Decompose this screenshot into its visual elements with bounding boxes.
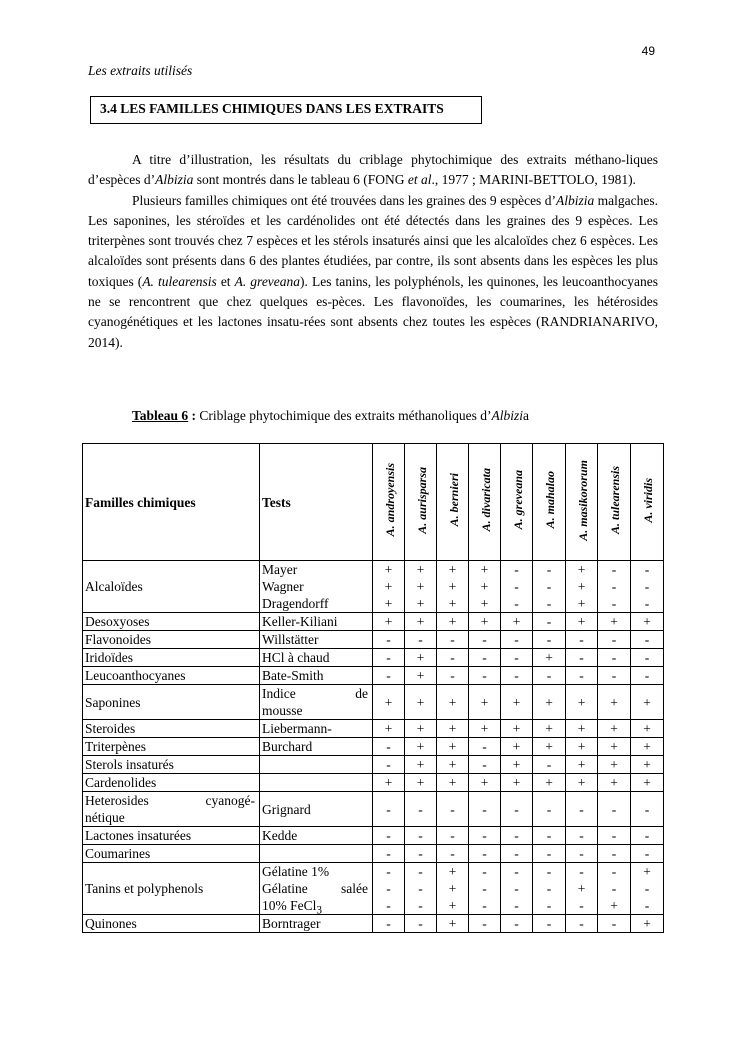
result-mark: + [448,579,457,594]
result-mark: - [386,898,391,913]
result-cell: - [566,915,598,933]
family-cell [83,792,260,827]
result-cell: - [566,631,598,649]
result-cell: + [631,915,664,933]
table-row [83,613,664,631]
result-cell [566,561,598,613]
result-mark: - [514,562,519,577]
caption-tail: a [522,408,529,423]
family-line: nétique [85,810,125,825]
family-word: cyanogé- [205,793,255,808]
family-cell: Sterols insaturés [83,756,260,774]
result-cell: - [469,649,501,667]
result-cell [469,561,501,613]
italic-run: Albizia [555,192,595,208]
result-cell: + [437,685,469,720]
header-species [373,444,405,561]
result-cell: + [501,685,533,720]
test-line: Gélatine 1% [262,864,330,879]
italic-run: A. greveana [234,273,301,289]
result-cell: + [598,685,631,720]
result-cell: + [469,613,501,631]
result-cell: + [566,756,598,774]
running-header: Les extraits utilisés [88,63,193,78]
result-cell: - [598,649,631,667]
result-cell: + [501,613,533,631]
test-word: 10% FeCl [262,898,317,913]
result-cell: + [405,667,437,685]
result-cell: + [598,613,631,631]
result-cell [469,863,501,915]
result-cell: - [533,631,566,649]
result-mark: - [579,898,584,913]
result-cell: - [469,667,501,685]
result-cell: - [373,631,405,649]
species-label: A. androyensis [383,463,397,537]
result-mark: - [546,562,552,577]
result-mark: - [611,881,617,896]
tests-cell: Kedde [260,827,373,845]
result-cell: + [566,774,598,792]
result-mark: - [546,881,552,896]
result-mark: - [418,864,423,879]
header-species [469,444,501,561]
result-mark: - [418,881,423,896]
caption-text: Criblage phytochimique des extraits méthanoliques d’ [199,408,492,423]
test-word: de [355,686,368,701]
family-cell: Flavonoides [83,631,260,649]
result-cell: - [437,845,469,863]
result-mark: - [418,898,423,913]
result-cell: - [533,792,566,827]
text-run: malgaches. Les saponines, les stéroïdes et les cardénolides ont été détectés dans les graines des 9 espèces. Les triterpènes sont trouvés chez 7 espèces et les stérols insaturés ainsi que les alcaloïdes chez 6 espèces. Les alcaloïdes sont présents dans 6 des plantes étudiées, par contre, ils sont absents dans les espèces les plus toxiques ( [88,192,658,289]
header-species [566,444,598,561]
caption-separator: : [188,408,200,423]
result-cell: + [631,613,664,631]
family-line [85,792,257,809]
result-cell [631,863,664,915]
family-cell: Saponines [83,685,260,720]
family-word: Heterosides [85,793,149,808]
result-mark: - [644,579,650,594]
result-cell [373,863,405,915]
result-cell [437,863,469,915]
tests-cell [260,863,373,915]
result-cell: + [566,613,598,631]
result-cell: - [598,631,631,649]
result-cell: + [437,720,469,738]
table-row [83,720,664,738]
result-mark: - [482,864,487,879]
result-cell: - [373,738,405,756]
result-cell: + [373,613,405,631]
section-title: 3.4 LES FAMILLES CHIMIQUES DANS LES EXTRAITS [90,96,482,124]
result-mark: - [579,864,584,879]
italic-run: A. tulearensis [142,273,217,289]
result-cell: - [373,915,405,933]
header-species [631,444,664,561]
result-mark: - [514,579,519,594]
tests-cell: Bate-Smith [260,667,373,685]
result-cell: + [501,738,533,756]
result-cell: + [631,720,664,738]
result-mark: + [577,881,586,896]
tests-cell: HCl à chaud [260,649,373,667]
result-mark: - [644,881,650,896]
result-mark: - [546,898,552,913]
result-cell: - [469,792,501,827]
text-run: A titre d’illustration, les résultats du criblage phytochimique des extraits méthano-liques d’espèces d’ [88,152,658,188]
result-mark: + [448,562,457,577]
result-cell: + [469,774,501,792]
result-cell: - [533,613,566,631]
result-mark: - [514,596,519,611]
result-cell: - [373,756,405,774]
result-mark: - [546,596,552,611]
table-row [83,738,664,756]
result-cell: + [501,756,533,774]
result-cell: + [405,720,437,738]
result-cell [631,561,664,613]
result-cell: + [533,720,566,738]
result-cell: + [598,720,631,738]
family-cell: Triterpènes [83,738,260,756]
result-cell: - [598,792,631,827]
text-run: ., 1977 ; MARINI-BETTOLO, 1981). [431,172,636,188]
italic-run: et al [407,172,432,188]
table-row [83,792,664,827]
result-mark: + [480,596,489,611]
result-cell: - [405,845,437,863]
test-word: salée [341,881,368,896]
result-cell: - [373,649,405,667]
test-line [262,880,370,897]
result-cell: - [469,738,501,756]
result-cell: + [373,774,405,792]
result-cell [373,561,405,613]
result-cell: - [533,827,566,845]
result-mark: + [448,898,457,913]
result-cell: - [598,667,631,685]
tests-cell: Grignard [260,792,373,827]
result-cell [533,561,566,613]
result-cell: + [566,720,598,738]
result-cell: + [598,774,631,792]
tests-cell [260,774,373,792]
test-line [262,897,370,917]
result-mark: - [514,864,519,879]
result-mark: + [384,579,393,594]
result-cell: + [598,738,631,756]
result-cell: + [566,738,598,756]
result-mark: + [416,562,425,577]
result-mark: + [610,898,618,913]
family-cell: Desoxyoses [83,613,260,631]
result-cell: + [437,774,469,792]
result-cell: + [437,756,469,774]
header-species [405,444,437,561]
tests-cell: Burchard [260,738,373,756]
result-cell: - [405,827,437,845]
result-cell [501,561,533,613]
result-cell: - [566,649,598,667]
result-cell: - [598,827,631,845]
test-word: Indice [262,686,296,701]
result-cell: + [437,738,469,756]
result-cell: - [631,792,664,827]
result-cell: - [533,756,566,774]
result-cell: + [501,720,533,738]
table-row [83,561,664,613]
result-cell: - [405,792,437,827]
family-cell: Steroides [83,720,260,738]
result-cell: + [533,649,566,667]
result-cell: + [533,685,566,720]
result-mark: - [546,864,552,879]
result-cell: - [373,792,405,827]
family-cell: Cardenolides [83,774,260,792]
result-mark: + [384,562,393,577]
result-cell: - [566,792,598,827]
result-cell [598,561,631,613]
result-cell: + [373,685,405,720]
result-cell: - [598,915,631,933]
result-cell: - [566,667,598,685]
table-row [83,774,664,792]
result-mark: + [577,579,586,594]
family-cell: Iridoïdes [83,649,260,667]
result-cell: - [631,631,664,649]
result-mark: - [482,881,487,896]
result-cell: - [501,827,533,845]
result-cell: - [469,845,501,863]
caption-label: Tableau 6 [132,408,189,423]
family-cell: Alcaloïdes [83,561,260,613]
result-cell: + [405,613,437,631]
result-cell: - [373,667,405,685]
result-cell: - [437,649,469,667]
table-row [83,685,664,720]
result-cell: + [373,720,405,738]
text-run: et [216,273,235,289]
result-cell: + [631,685,664,720]
tests-cell: Willstätter [260,631,373,649]
result-cell: - [501,792,533,827]
header-species [437,444,469,561]
table-row [83,845,664,863]
subscript: 3 [316,904,323,917]
result-cell [437,561,469,613]
test-line: Dragendorff [262,596,329,611]
family-cell: Quinones [83,915,260,933]
result-cell: - [501,915,533,933]
table-row [83,649,664,667]
result-cell: - [533,667,566,685]
text-run: ). Les tanins, les polyphénols, les quinones, les leucoanthocyanes ne se rencontrent que chez quelques es-pèces. Les flavonoïdes, les coumarines, les hétérosides cyanogénétiques et les lactones insatu-rées sont absents chez toutes les espèces (RANDRIANARIVO, 2014). [88,273,658,350]
result-cell: - [437,667,469,685]
result-mark: + [448,881,457,896]
result-cell [566,863,598,915]
result-mark: + [448,864,457,879]
result-cell: + [631,774,664,792]
result-mark: - [546,579,552,594]
screening-table [82,443,664,933]
family-cell: Tanins et polyphenols [83,863,260,915]
result-cell: - [437,631,469,649]
test-line: mousse [262,703,303,718]
result-mark: - [611,596,617,611]
result-cell: - [469,827,501,845]
result-cell: - [373,845,405,863]
result-cell: - [501,667,533,685]
result-mark: + [416,596,425,611]
result-cell: - [598,845,631,863]
result-mark: - [514,898,519,913]
result-mark: + [480,562,489,577]
result-cell: + [566,685,598,720]
result-cell: + [405,738,437,756]
result-mark: - [644,898,650,913]
result-cell: + [437,613,469,631]
result-cell: - [405,915,437,933]
family-cell: Lactones insaturées [83,827,260,845]
result-cell: + [405,685,437,720]
tests-cell: Keller-Kiliani [260,613,373,631]
result-cell [405,561,437,613]
result-mark: + [577,562,586,577]
tests-cell [260,561,373,613]
result-cell: + [405,649,437,667]
result-mark: + [577,596,586,611]
header-tests: Tests [260,444,373,561]
family-cell: Coumarines [83,845,260,863]
result-mark: - [386,881,391,896]
result-cell: - [437,827,469,845]
result-mark: - [482,898,487,913]
result-cell: - [631,827,664,845]
species-label: A. aurisparsa [415,466,429,534]
header-species [501,444,533,561]
caption-italic: Albizi [491,408,523,423]
result-cell: + [631,738,664,756]
result-cell: + [598,756,631,774]
result-mark: - [514,881,519,896]
result-cell: - [566,827,598,845]
species-label: A. divaricata [479,468,493,532]
result-mark: + [416,579,425,594]
tests-cell [260,756,373,774]
species-label: A. tulearensis [608,465,622,534]
text-run: Plusieurs familles chimiques ont été trouvées dans les graines des 9 espèces d’ [132,192,556,208]
result-cell [533,863,566,915]
result-cell: - [501,845,533,863]
species-label: A. greveana [511,470,525,530]
test-line [262,685,370,702]
result-cell: + [405,774,437,792]
result-cell: - [631,649,664,667]
paragraph-2 [88,191,658,353]
result-cell: - [631,845,664,863]
tests-cell [260,685,373,720]
result-cell: + [437,915,469,933]
species-label: A. viridis [641,477,655,523]
paragraph-1 [88,150,658,191]
result-mark: + [384,596,393,611]
result-cell [501,863,533,915]
result-mark: - [644,562,650,577]
result-mark: + [448,596,457,611]
body-text [88,150,658,353]
page-number: 49 [641,44,655,58]
result-cell: - [437,792,469,827]
text-run: sont montrés dans le tableau 6 (FONG [193,172,408,188]
table-caption [132,408,529,424]
result-cell: - [533,915,566,933]
result-mark: - [644,596,650,611]
result-cell [405,863,437,915]
result-mark: - [611,579,617,594]
table-row [83,863,664,915]
result-cell: + [533,738,566,756]
result-cell: + [469,720,501,738]
species-label: A. bernieri [447,473,461,527]
result-mark: + [480,579,489,594]
table-row [83,667,664,685]
result-cell [598,863,631,915]
result-cell: + [469,685,501,720]
result-cell: + [405,756,437,774]
species-label: A. masikororum [576,459,590,541]
result-cell: - [501,649,533,667]
test-word: Gélatine [262,881,308,896]
result-mark: - [611,562,617,577]
result-cell: - [373,827,405,845]
result-cell: - [469,631,501,649]
result-cell: - [469,756,501,774]
header-species [533,444,566,561]
tests-cell: Liebermann- [260,720,373,738]
tests-cell: Borntrager [260,915,373,933]
result-cell: + [501,774,533,792]
species-label: A. mahalao [543,471,557,529]
header-species [598,444,631,561]
test-line: Wagner [262,579,304,594]
table-row [83,756,664,774]
result-cell: + [631,756,664,774]
tests-cell [260,845,373,863]
result-cell: - [533,845,566,863]
italic-run: Albizia [155,172,194,188]
result-mark: + [643,864,651,879]
test-line: Mayer [262,562,298,577]
result-cell: - [566,845,598,863]
header-families: Familles chimiques [83,444,260,561]
result-mark: - [386,864,391,879]
table-header-row [83,444,664,561]
table-row [83,915,664,933]
result-mark: - [611,864,617,879]
family-cell: Leucoanthocyanes [83,667,260,685]
result-cell: - [631,667,664,685]
table-row [83,631,664,649]
result-cell: - [405,631,437,649]
result-cell: - [469,915,501,933]
result-cell: - [501,631,533,649]
table-row [83,827,664,845]
result-cell: + [533,774,566,792]
